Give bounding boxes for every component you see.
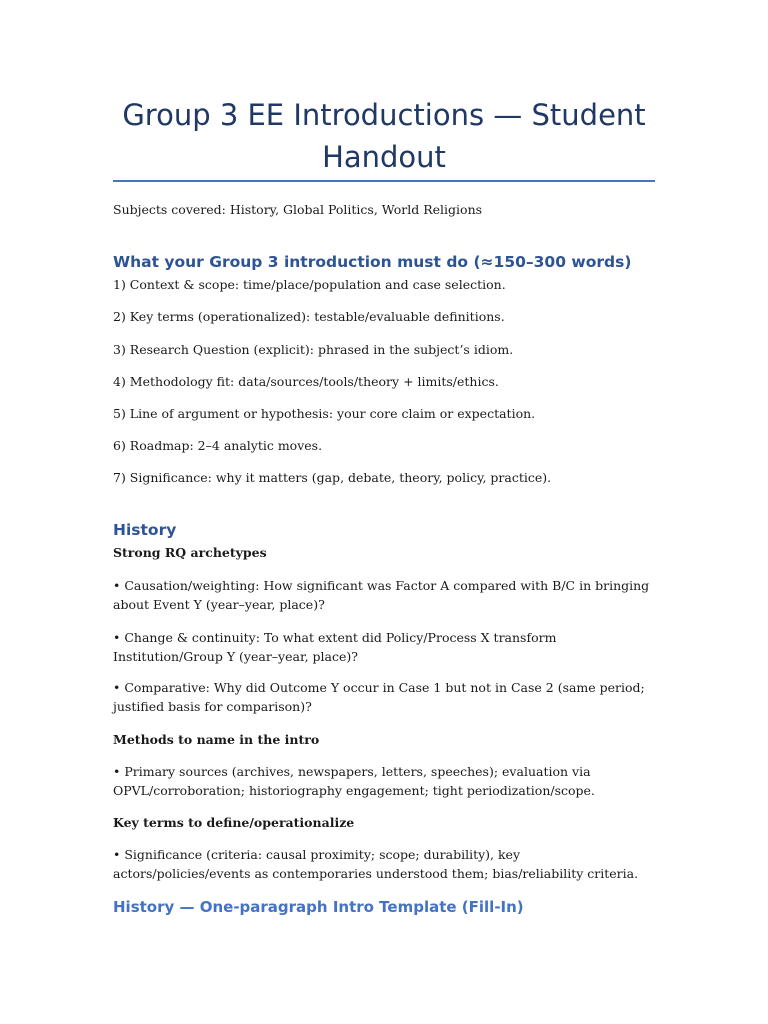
document-title: Group 3 EE Introductions — Student Handout <box>122 98 646 174</box>
requirement-item: 2) Key terms (operationalized): testable/evaluable definitions. <box>113 309 505 324</box>
rq-archetype-item: • Change & continuity: To what extent did Policy/Process X transform Institution/Group Y (year–year, place)? <box>113 630 557 664</box>
requirement-item: 6) Roadmap: 2–4 analytic moves. <box>113 438 323 453</box>
rq-archetype-item: • Comparative: Why did Outcome Y occur in Case 1 but not in Case 2 (same period; justified basis for comparison)? <box>113 680 645 714</box>
intro-requirements-heading: What your Group 3 introduction must do (≈150–300 words) <box>113 253 632 271</box>
key-terms-item: • Significance (criteria: causal proximity; scope; durability), key actors/policies/events as contemporaries understood them; bias/reliability criteria. <box>113 847 639 881</box>
history-heading: History <box>113 521 177 539</box>
requirement-item: 1) Context & scope: time/place/population and case selection. <box>113 277 506 292</box>
requirement-item: 5) Line of argument or hypothesis: your core claim or expectation. <box>113 406 536 421</box>
subjects-covered: Subjects covered: History, Global Politics, World Religions <box>113 202 483 217</box>
methods-item: • Primary sources (archives, newspapers, letters, speeches); evaluation via OPVL/corroboration; historiography engagement; tight periodization/scope. <box>113 764 595 798</box>
requirement-item: 3) Research Question (explicit): phrased in the subject’s idiom. <box>113 342 514 357</box>
intro-template-heading: History — One-paragraph Intro Template (Fill-In) <box>113 898 524 916</box>
requirement-item: 7) Significance: why it matters (gap, debate, theory, policy, practice). <box>113 470 552 485</box>
rq-archetype-item: • Causation/weighting: How significant was Factor A compared with B/C in bringing about Event Y (year–year, place)? <box>113 578 650 612</box>
key-terms-label: Key terms to define/operationalize <box>113 815 355 830</box>
rq-archetypes-label: Strong RQ archetypes <box>113 545 267 560</box>
requirement-item: 4) Methodology fit: data/sources/tools/theory + limits/ethics. <box>113 374 499 389</box>
title-divider <box>113 180 655 182</box>
methods-label: Methods to name in the intro <box>113 732 320 747</box>
